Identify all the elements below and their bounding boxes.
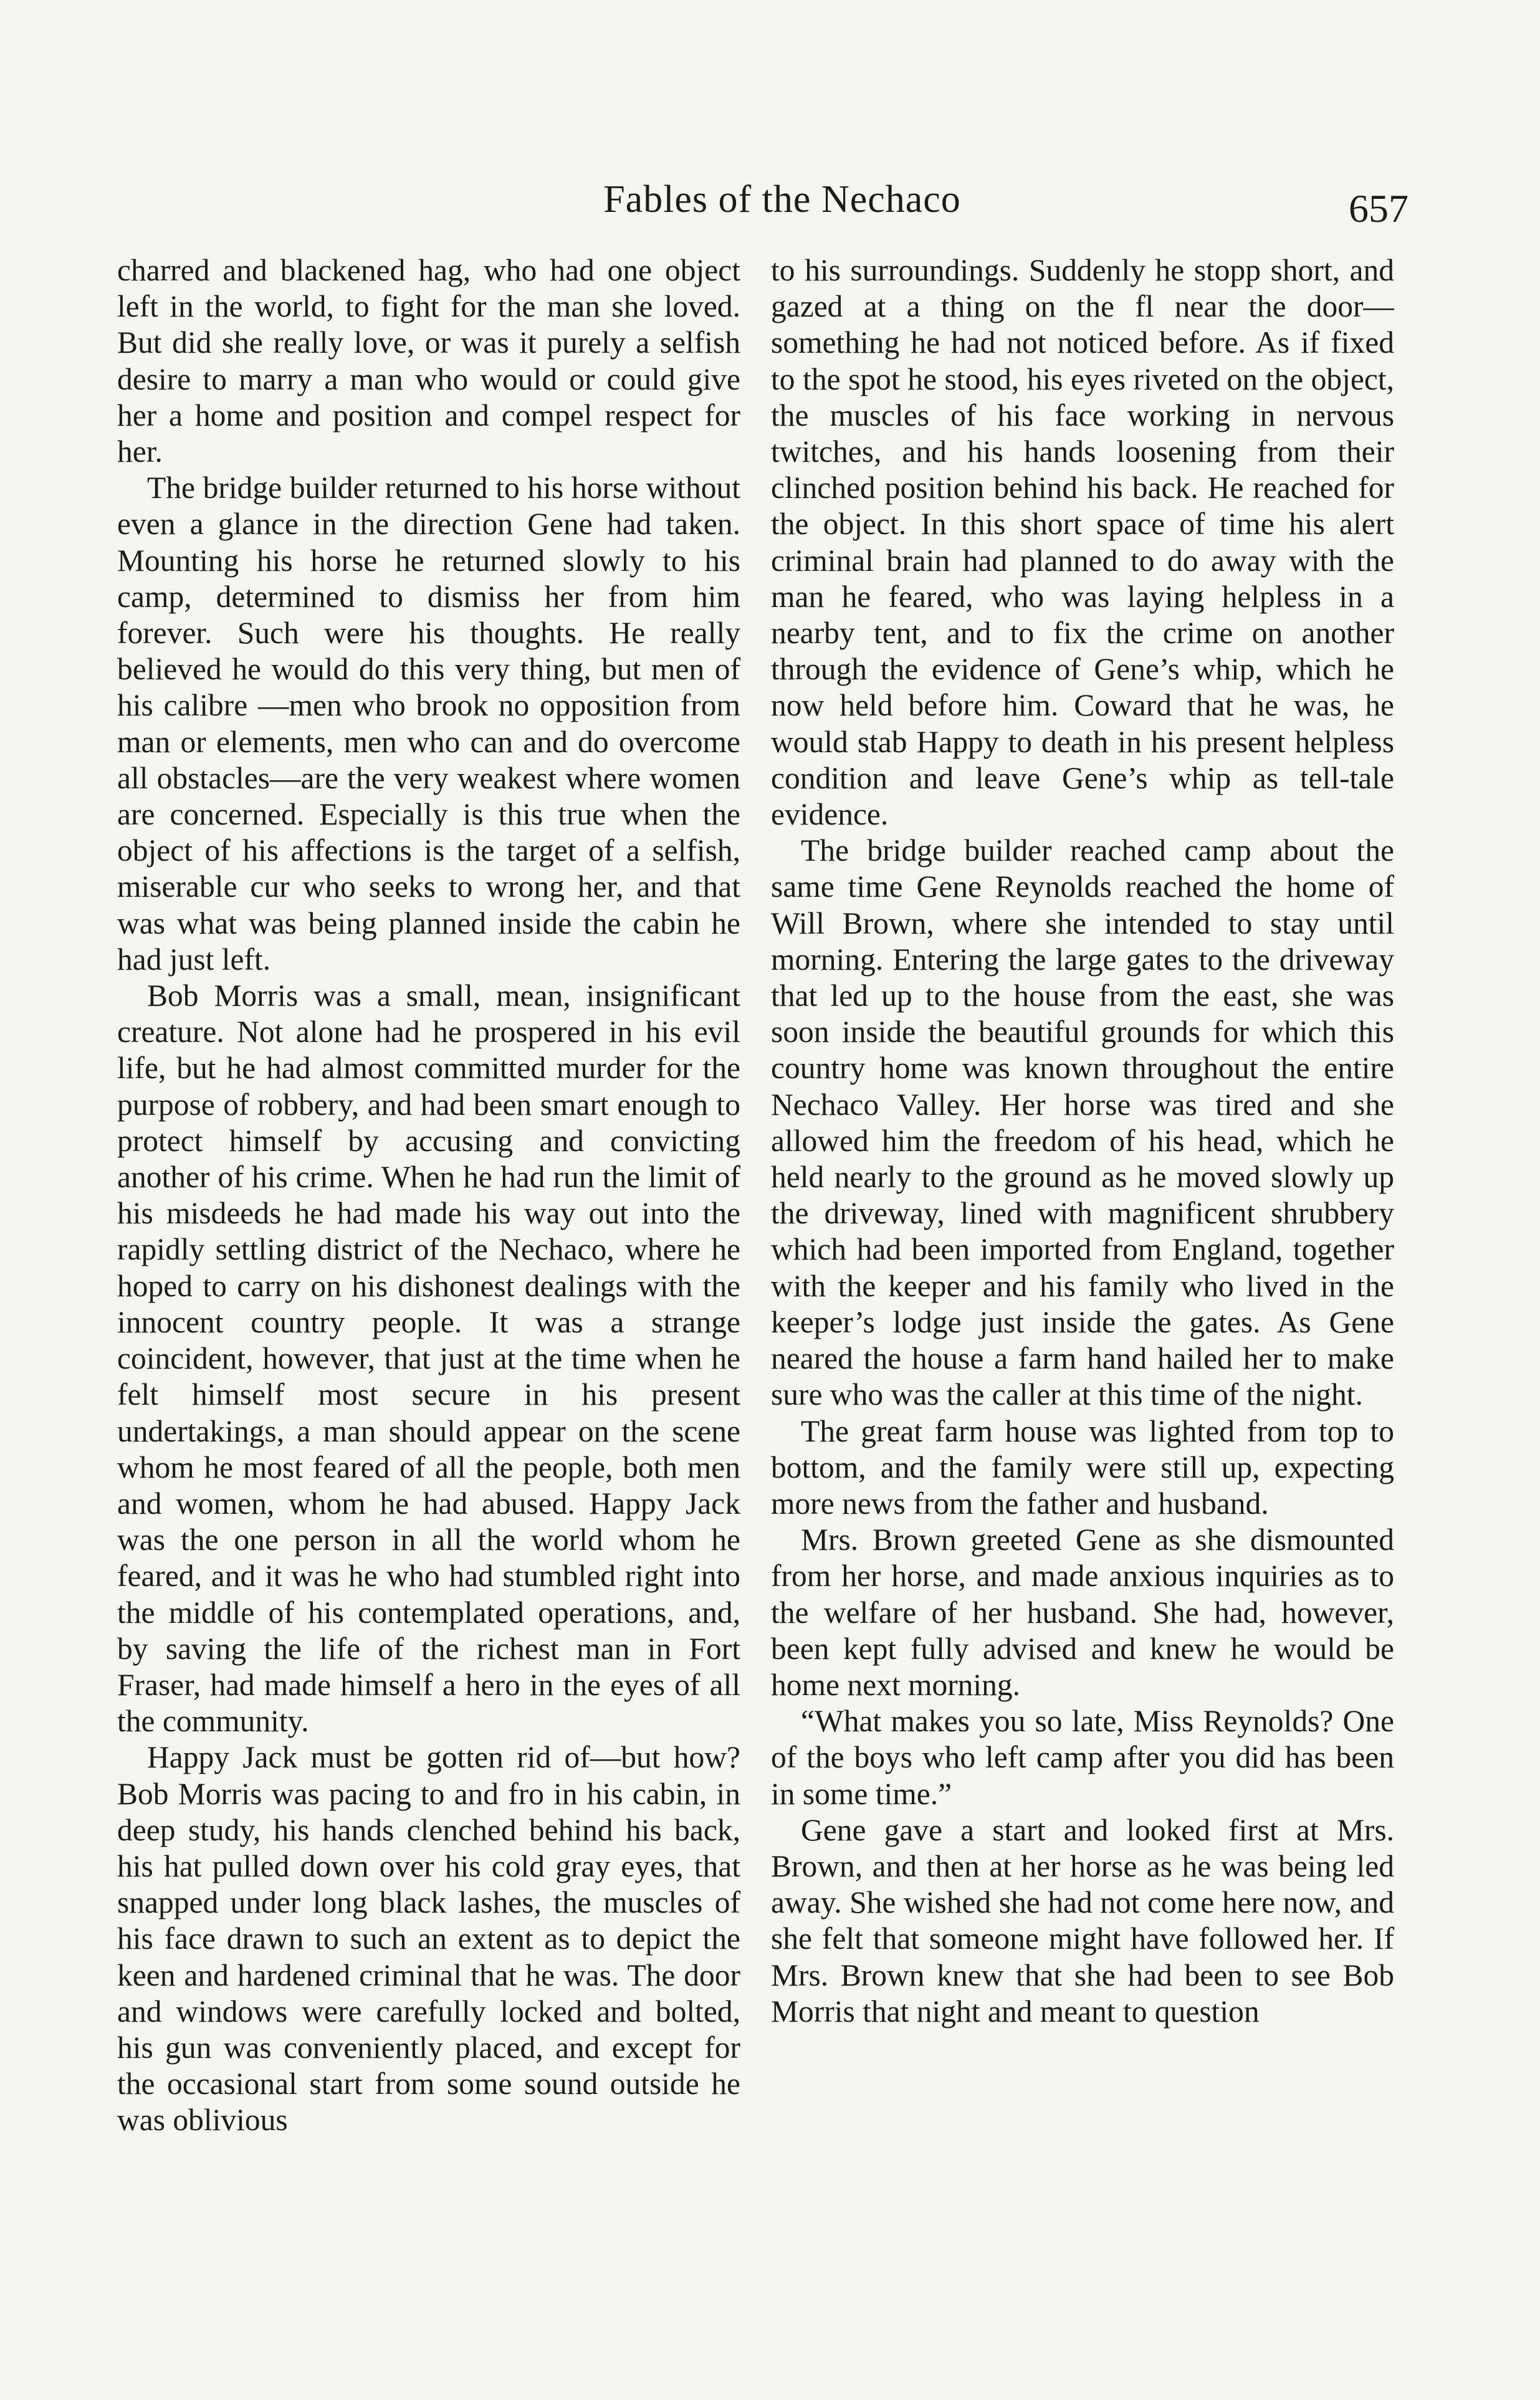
running-header — [0, 168, 1540, 237]
paragraph: Mrs. Brown greeted Gene as she dismounted from her horse, and made anxious inquiries as to the welfare of her husband. She had, however, been kept fully advised and knew he would be home next morning. — [771, 1523, 1394, 1702]
paragraph: charred and blackened hag, who had one object left in the world, to fight for the man she loved. But did she really love, or was it purely a selfish desire to marry a man who would or could give her a home and position and compel respect for her. — [117, 253, 740, 469]
right-column — [771, 252, 1394, 2321]
paragraph: The bridge builder reached camp about the same time Gene Reynolds reached the home of Will Brown, where she intended to stay until morning. Entering the large gates to the driveway that led up to the house from the east, she was soon inside the beautiful grounds for which this country home was known throughout the entire Nechaco Valley. Her horse was tired and she allowed him the freedom of his head, which he held nearly to the ground as he moved slowly up the driveway, lined with magnificent shrubbery which had been imported from England, together with the keeper and his family who lived in the keeper’s lodge just inside the gates. As Gene neared the house a farm hand hailed her to make sure who was the caller at this time of the night. — [771, 833, 1394, 1412]
left-column — [117, 252, 740, 2321]
paragraph: “What makes you so late, Miss Reynolds? One of the boys who left camp after you did has been in some time.” — [771, 1704, 1394, 1811]
paragraph: The bridge builder returned to his horse without even a glance in the direction Gene had taken. Mounting his horse he returned slowly to his camp, determined to dismiss her from him forever. Such were his thoughts. He really believed he would do this very thing, but men of his calibre —men who brook no opposition from man or elements, men who can and do overcome all obstacles—are the very weakest where women are concerned. Especially is this true when the object of his affections is the target of a selfish, miserable cur who seeks to wrong her, and that was what was being planned inside the cabin he had just left. — [117, 471, 740, 977]
page-number: 657 — [1349, 186, 1408, 231]
paragraph: Gene gave a start and looked first at Mrs. Brown, and then at her horse as he was being led away. She wished she had not come here now, and she felt that someone might have followed her. If Mrs. Brown knew that she had been to see Bob Morris that night and meant to question — [771, 1812, 1394, 2029]
paragraph: to his surroundings. Suddenly he stopp short, and gazed at a thing on the fl near the door—something he had not noticed before. As if fixed to the spot he stood, his eyes riveted on the object, the muscles of his face working in nervous twitches, and his hands loosening from their clinched position behind his back. He reached for the object. In this short space of time his alert criminal brain had planned to do away with the man he feared, who was laying helpless in a nearby tent, and to fix the crime on another through the evidence of Gene’s whip, which he now held before him. Coward that he was, he would stab Happy to death in his present helpless condition and leave Gene’s whip as tell-tale evidence. — [771, 253, 1394, 832]
paragraph: The great farm house was lighted from top to bottom, and the family were still up, expecting more news from the father and husband. — [771, 1413, 1394, 1521]
running-title: Fables of the Nechaco — [603, 178, 961, 221]
paragraph: Bob Morris was a small, mean, insignificant creature. Not alone had he prospered in his evil life, but he had almost committed murder for the purpose of robbery, and had been smart enough to protect himself by accusing and convicting another of his crime. When he had run the limit of his misdeeds he had made his way out into the rapidly settling district of the Nechaco, where he hoped to carry on his dishonest dealings with the innocent country people. It was a strange coincident, however, that just at the time when he felt himself most secure in his present undertakings, a man should appear on the scene whom he most feared of all the people, both men and women, whom he had abused. Happy Jack was the one person in all the world whom he feared, and it was he who had stumbled right into the middle of his contemplated operations, and, by saving the life of the richest man in Fort Fraser, had made himself a hero in the eyes of all the community. — [117, 978, 740, 1739]
paragraph: Happy Jack must be gotten rid of—but how? Bob Morris was pacing to and fro in his cabin, in deep study, his hands clenched behind his back, his hat pulled down over his cold gray eyes, that snapped under long black lashes, the muscles of his face drawn to such an extent as to depict the keen and hardened criminal that he was. The door and windows were carefully locked and bolted, his gun was conveniently placed, and except for the occasional start from some sound outside he was oblivious — [117, 1740, 740, 2138]
